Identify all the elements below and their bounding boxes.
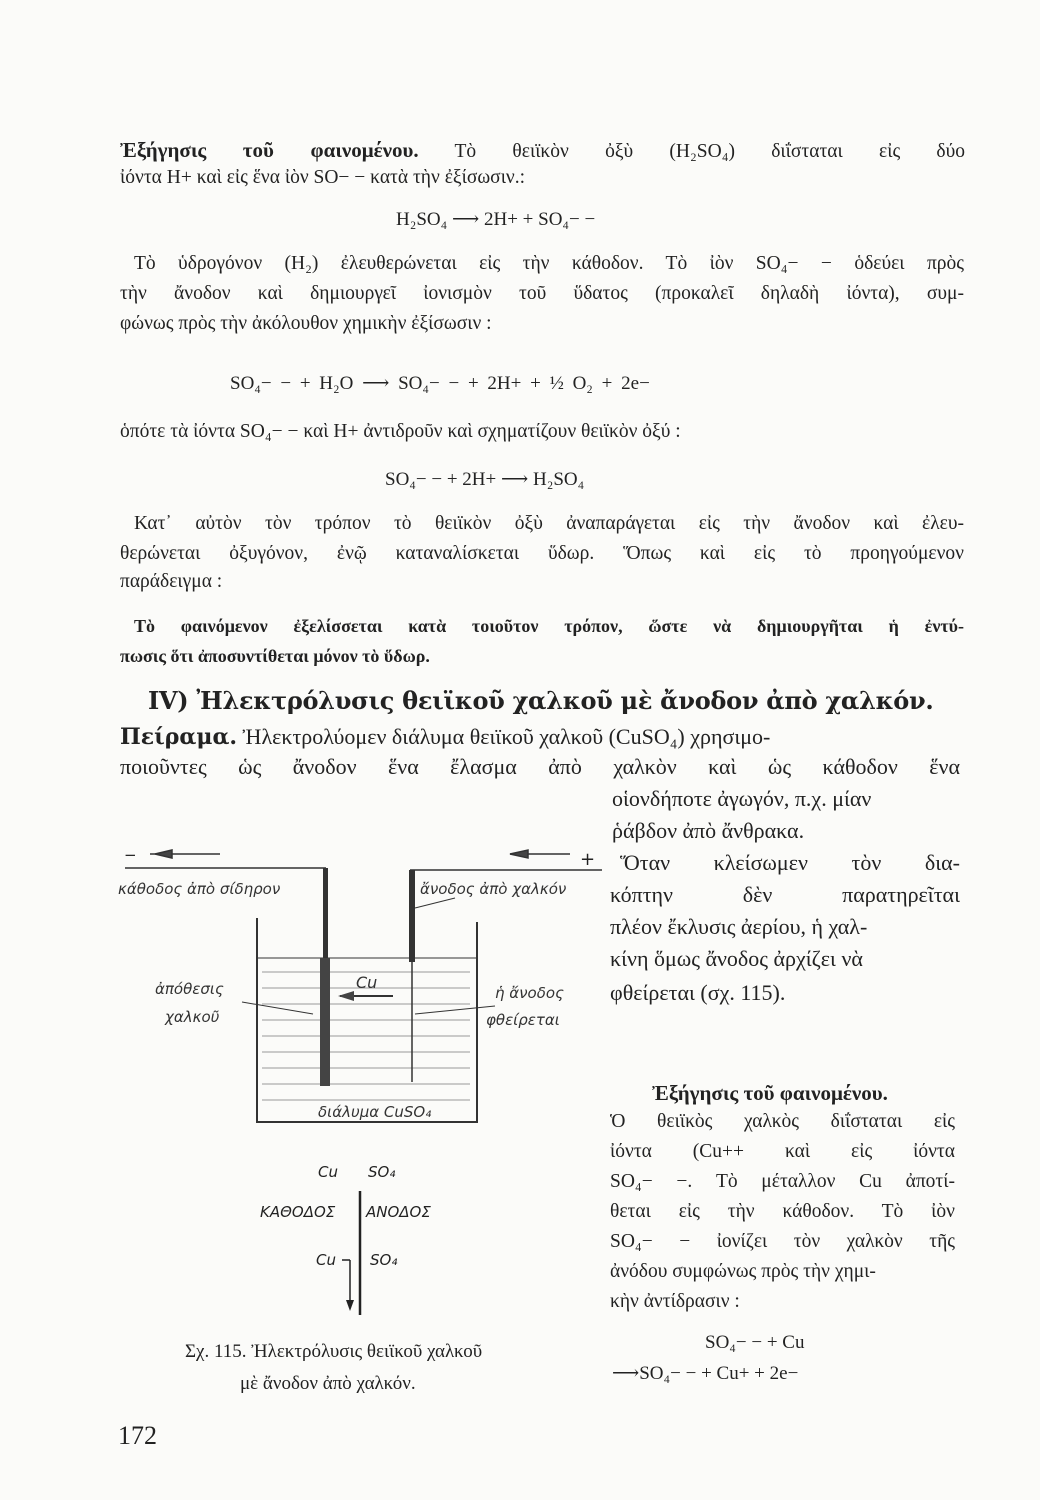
explanation-heading: Ἐξήγησις τοῦ φαινομένου. bbox=[120, 138, 419, 162]
equation-dissociation: H₂SO₄ ⟶ 2H+ + SO₄− − bbox=[396, 209, 596, 230]
explanation-line: SO₄− − ἰονίζει τὸν χαλκὸν τῆς bbox=[610, 1231, 955, 1252]
text: Τὸ θειϊκὸν ὀξὺ (H₂SO₄) διΐσταται εἰς δύο bbox=[454, 141, 965, 162]
paragraph-line: Τὸ ὑδρογόνον (H₂) ἐλευθερώνεται εἰς τὴν κάθοδον. Τὸ ἰὸν SO₄− − ὁδεύει πρὸς bbox=[134, 253, 964, 274]
figure-caption: Σχ. 115. Ἠλεκτρόλυσις θειϊκοῦ χαλκοῦ bbox=[185, 1341, 483, 1362]
explanation-line: κὴν ἀντίδρασιν : bbox=[610, 1291, 740, 1312]
scheme-label: SO₄ bbox=[370, 1251, 398, 1269]
text: Ἠλεκτρολύομεν διάλυμα θειϊκοῦ χαλκοῦ (CuSO₄) χρησιμο- bbox=[242, 724, 771, 749]
scheme-label: Cu bbox=[316, 1251, 336, 1269]
explanation-line: SO₄− −. Τὸ μέταλλον Cu ἀποτί- bbox=[610, 1171, 955, 1192]
right-column-line: ῥάβδον ἀπὸ ἄνθρακα. bbox=[612, 818, 805, 843]
bold-conclusion-line: Τὸ φαινόμενον ἐξελίσσεται κατὰ τοιοῦτον τρόπον, ὥστε νὰ δημιουργῆται ἡ ἐντύ- bbox=[134, 616, 964, 636]
cathode-label: κάθοδος ἀπὸ σίδηρον bbox=[118, 880, 281, 898]
arrow-icon bbox=[338, 991, 354, 1001]
explanation-line: ἰόντα (Cu++ καὶ εἰς ἰόντα bbox=[610, 1141, 955, 1162]
anode-rod bbox=[409, 870, 415, 962]
explanation-line-2: ἰόντα H+ καὶ εἰς ἕνα ἰὸν SO− − κατὰ τὴν ἐξίσωσιν.: bbox=[120, 167, 526, 188]
paragraph-line: Κατ᾽ αὐτὸν τὸν τρόπον τὸ θειϊκὸν ὀξὺ ἀναπαράγεται εἰς τὴν ἄνοδον καὶ ἐλευ- bbox=[134, 513, 964, 534]
right-column-line: κίνη ὅμως ἄνοδος ἀρχίζει νὰ bbox=[610, 946, 863, 971]
equation-copper-ionization: ⟶SO₄− − + Cu+ + 2e− bbox=[612, 1363, 799, 1384]
explanation-line: θεται εἰς τὴν κάθοδον. Τὸ ἰὸν bbox=[610, 1201, 955, 1222]
experiment-line-1 bbox=[120, 724, 960, 750]
cu-ion-label: Cu bbox=[356, 973, 378, 992]
anode-label: ἄνοδος ἀπὸ χαλκόν bbox=[420, 880, 567, 898]
cathode-rod bbox=[323, 868, 328, 960]
scheme-label: Cu bbox=[318, 1163, 338, 1181]
equation-copper-ionization: SO₄− − + Cu bbox=[705, 1332, 805, 1353]
arrow-icon bbox=[155, 850, 172, 858]
scheme-anode-label: ΑΝΟΔΟΣ bbox=[366, 1203, 431, 1221]
right-column-line: πλέον ἔκλυσις ἀερίου, ἡ χαλ- bbox=[610, 914, 868, 939]
negative-terminal-label: − bbox=[124, 846, 137, 864]
explanation-line: ἀνόδου συμφώνως πρὸς τὴν χημι- bbox=[610, 1261, 876, 1282]
positive-terminal-label: + bbox=[580, 849, 596, 870]
arrow-icon bbox=[510, 850, 528, 858]
scheme-label: SO₄ bbox=[368, 1163, 396, 1181]
deposit-label: χαλκοῦ bbox=[165, 1008, 220, 1026]
experiment-line-2: ποιοῦντες ὡς ἄνοδον ἕνα ἔλασμα ἀπὸ χαλκὸν καὶ ὡς κάθοδον ἕνα bbox=[120, 754, 960, 779]
bold-conclusion-line: πωσις ὅτι ἀποσυντίθεται μόνον τὸ ὕδωρ. bbox=[120, 646, 430, 666]
equation-acid-formation: SO₄− − + 2H+ ⟶ H₂SO₄ bbox=[385, 469, 585, 490]
solution-label: διάλυμα CuSO₄ bbox=[318, 1103, 432, 1121]
copper-deposit bbox=[320, 958, 330, 1086]
anode-wear-label: ἡ ἄνοδος bbox=[495, 984, 564, 1002]
explanation-line: Ὁ θειϊκὸς χαλκὸς διΐσταται εἰς bbox=[610, 1111, 955, 1132]
arrow-down-icon bbox=[346, 1300, 354, 1311]
page-number: 172 bbox=[118, 1421, 157, 1450]
right-column-line: οἱονδήποτε ἀγωγόν, π.χ. μίαν bbox=[612, 786, 872, 811]
right-column-line: κόπτην δὲν παρατηρεῖται bbox=[610, 882, 960, 907]
equation-water-ionization: SO₄− − + H₂O ⟶ SO₄− − + 2H+ + ½ O₂ + 2e− bbox=[230, 373, 650, 394]
anode-wear-label: φθείρεται bbox=[486, 1011, 560, 1029]
ion-migration-scheme bbox=[200, 1155, 460, 1325]
right-column-line: Ὅταν κλείσωμεν τὸν δια- bbox=[620, 850, 960, 875]
scheme-cathode-label: ΚΑΘΟΔΟΣ bbox=[260, 1203, 336, 1221]
paragraph-line: φώνως πρὸς τὴν ἀκόλουθον χημικὴν ἐξίσωσιν : bbox=[120, 313, 492, 334]
deposit-label: ἀπόθεσις bbox=[155, 980, 224, 998]
section-heading: IV) Ἠλεκτρόλυσις θειϊκοῦ χαλκοῦ μὲ ἄνοδον ἀπὸ χαλκόν. bbox=[148, 686, 934, 715]
figure-caption: μὲ ἄνοδον ἀπὸ χαλκόν. bbox=[240, 1373, 416, 1394]
explanation-line-1 bbox=[120, 138, 965, 164]
paragraph-line: τὴν ἄνοδον καὶ δημιουργεῖ ἰονισμὸν τοῦ ὕδατος (προκαλεῖ δηλαδὴ ἰόντα), συμ- bbox=[120, 283, 964, 304]
electrolysis-diagram bbox=[110, 830, 620, 1140]
paragraph-line: θερώνεται ὀξυγόνον, ἐνῷ καταναλίσκεται ὕδωρ. Ὅπως καὶ εἰς τὸ προηγούμενον bbox=[120, 543, 964, 564]
experiment-label: Πείραμα. bbox=[120, 724, 238, 750]
paragraph-line: ὁπότε τὰ ἰόντα SO₄− − καὶ H+ ἀντιδροῦν καὶ σχηματίζουν θειϊκὸν ὀξύ : bbox=[120, 421, 681, 442]
paragraph-line: παράδειγμα : bbox=[120, 571, 223, 592]
explanation-heading-2: Ἐξήγησις τοῦ φαινομένου. bbox=[652, 1081, 888, 1105]
right-column-line: φθείρεται (σχ. 115). bbox=[610, 980, 786, 1005]
